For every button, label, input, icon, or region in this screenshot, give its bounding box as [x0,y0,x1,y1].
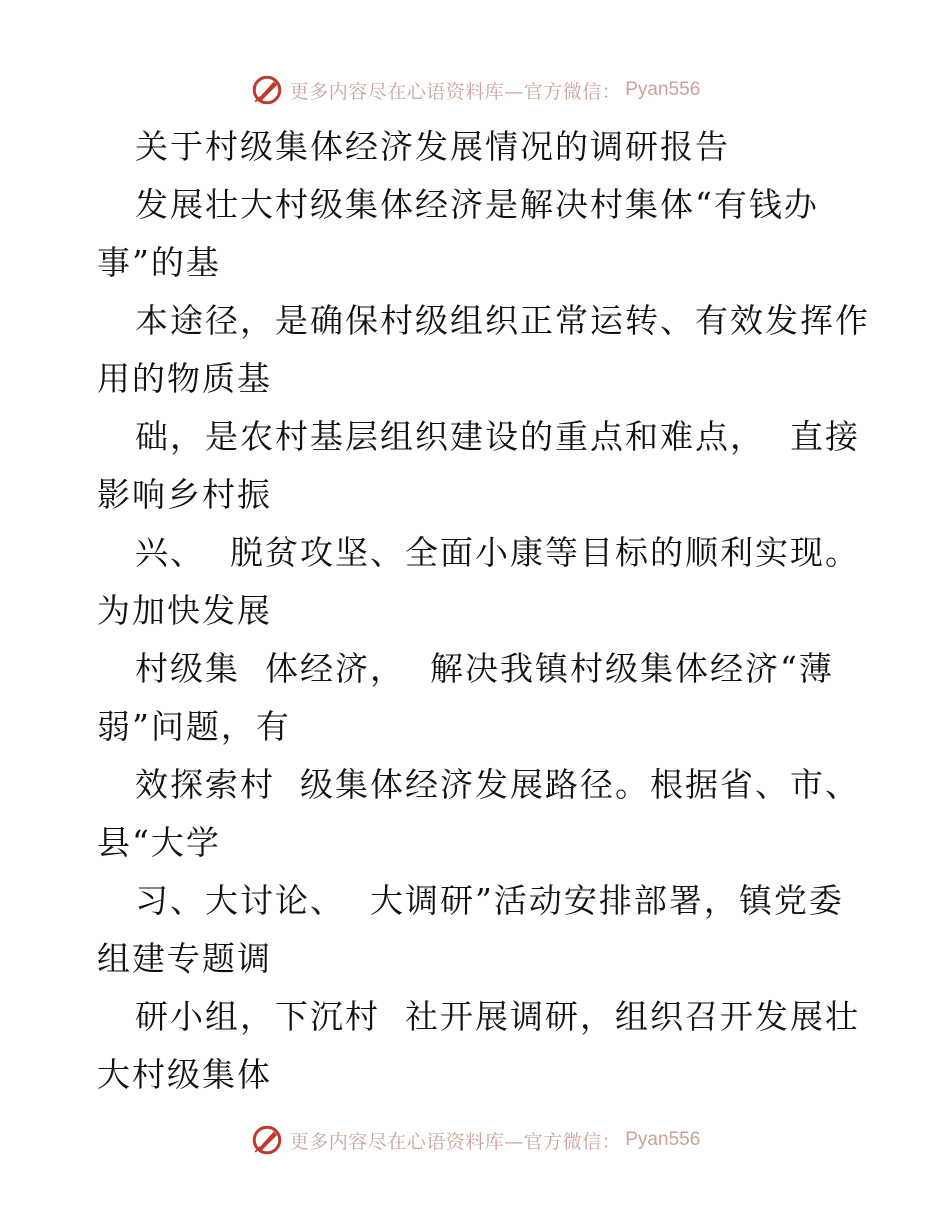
paragraph-line: 兴、 脱贫攻坚、全面小康等目标的顺利实现。 [135,533,860,572]
banner-wechat-id: Pyan556 [625,1129,701,1150]
paragraph-line: 本途径，是确保村级组织正常运转、有效发挥作 [135,301,870,340]
paragraph-line: 组建专题调 [97,939,272,978]
banner-wechat-id: Pyan556 [625,79,701,100]
paragraph-line: 习、大讨论、 大调研”活动安排部署，镇党委 [135,881,844,920]
paragraph-line: 县“大学 [97,823,221,862]
quill-logo-icon [250,1123,284,1157]
paragraph-line: 为加快发展 [97,591,272,630]
header-banner [0,70,950,110]
quill-logo-icon [250,73,284,107]
paragraph-line: 发展壮大村级集体经济是解决村集体“有钱办 [135,185,819,224]
paragraph-line: 效探索村 级集体经济发展路径。根据省、市、 [135,765,860,804]
paragraph-line: 研小组，下沉村 社开展调研，组织召开发展壮 [135,997,860,1036]
paragraph-line: 村级集 体经济， 解决我镇村级集体经济“薄 [135,649,834,688]
paragraph-line: 大村级集体 [97,1055,272,1094]
banner-promo-text: 更多内容尽在心语资料库—官方微信： [289,1130,622,1153]
paragraph-line: 影响乡村振 [97,475,272,514]
paragraph-line: 事”的基 [97,243,221,282]
paragraph-line: 础，是农村基层组织建设的重点和难点， 直接 [135,417,860,456]
footer-banner [0,1120,950,1160]
document-title: 关于村级集体经济发展情况的调研报告 [135,127,730,166]
banner-promo-text: 更多内容尽在心语资料库—官方微信： [289,80,622,103]
document-body [97,118,870,1104]
paragraph-line: 用的物质基 [97,359,272,398]
paragraph-line: 弱”问题，有 [97,707,291,746]
